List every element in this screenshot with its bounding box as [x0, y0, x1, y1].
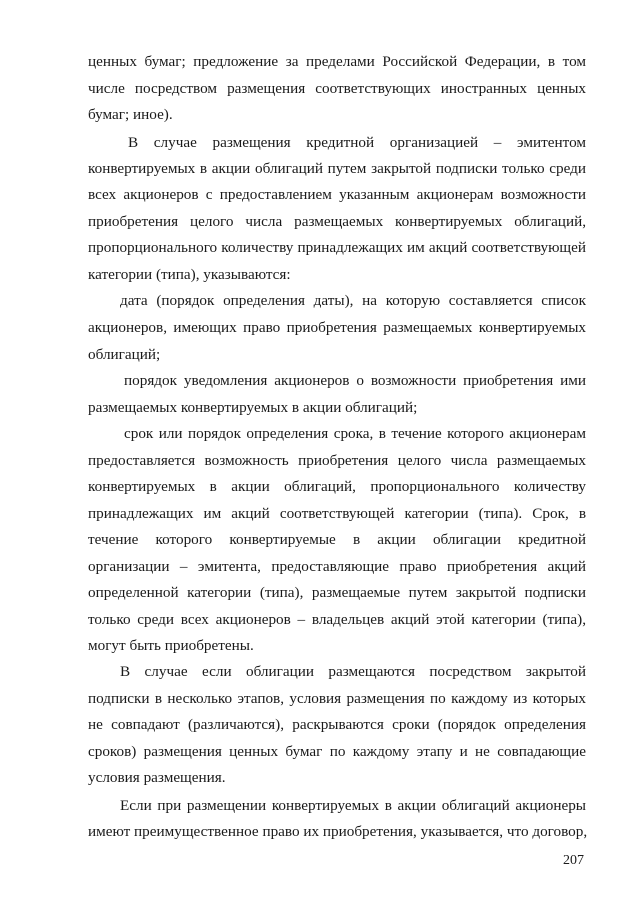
- paragraph-first-line: дата (порядок определения даты), на которую составляется список: [120, 292, 586, 309]
- text-line: пропорционального количеству принадлежащих им акций соответствующей: [88, 239, 586, 256]
- text-line: конвертируемых в акции облигаций путем закрытой подписки только среди: [88, 160, 586, 177]
- text-line: размещаемых конвертируемых в акции облигаций;: [88, 399, 418, 416]
- text-line: не совпадают (различаются), раскрываются сроки (порядок определения: [88, 716, 586, 733]
- text-line: числе посредством размещения соответствующих иностранных ценных: [88, 80, 586, 97]
- text-line: организации – эмитента, предоставляющие право приобретения акций: [88, 558, 586, 575]
- text-line: определенной категории (типа), размещаемые путем закрытой подписки: [88, 584, 586, 601]
- paragraph-first-line: Если при размещении конвертируемых в акции облигаций акционеры: [120, 797, 586, 814]
- text-line: имеют преимущественное право их приобретения, указывается, что договор,: [88, 823, 588, 840]
- page-number: 207: [563, 853, 584, 868]
- text-line: ценных бумаг; предложение за пределами Российской Федерации, в том: [88, 53, 586, 70]
- text-line: категории (типа), указываются:: [88, 266, 291, 283]
- paragraph-first-line: В случае если облигации размещаются посредством закрытой: [120, 663, 586, 680]
- text-line: бумаг; иное).: [88, 106, 173, 123]
- text-line: предоставляется возможность приобретения целого числа размещаемых: [88, 452, 586, 469]
- text-line: подписки в несколько этапов, условия размещения по каждому из которых: [88, 690, 586, 707]
- text-line: всех акционеров с предоставлением указанным акционерам возможности: [88, 186, 586, 203]
- text-line: течение которого конвертируемые в акции облигации кредитной: [88, 531, 586, 548]
- paragraph-first-line: порядок уведомления акционеров о возможности приобретения ими: [124, 372, 586, 389]
- text-line: только среди всех акционеров – владельцев акций этой категории (типа),: [88, 611, 586, 628]
- paragraph-first-line: В случае размещения кредитной организацией – эмитентом: [128, 134, 586, 151]
- text-line: конвертируемых в акции облигаций, пропорционального количеству: [88, 478, 586, 495]
- text-line: условия размещения.: [88, 769, 226, 786]
- text-line: облигаций;: [88, 346, 161, 363]
- paragraph-first-line: срок или порядок определения срока, в течение которого акционерам: [124, 425, 586, 442]
- text-line: сроков) размещения ценных бумаг по каждому этапу и не совпадающие: [88, 743, 586, 760]
- text-line: принадлежащих им акций соответствующей категории (типа). Срок, в: [88, 505, 586, 522]
- text-line: могут быть приобретены.: [88, 637, 254, 654]
- text-line: приобретения целого числа размещаемых конвертируемых облигаций,: [88, 213, 586, 230]
- text-line: акционеров, имеющих право приобретения размещаемых конвертируемых: [88, 319, 586, 336]
